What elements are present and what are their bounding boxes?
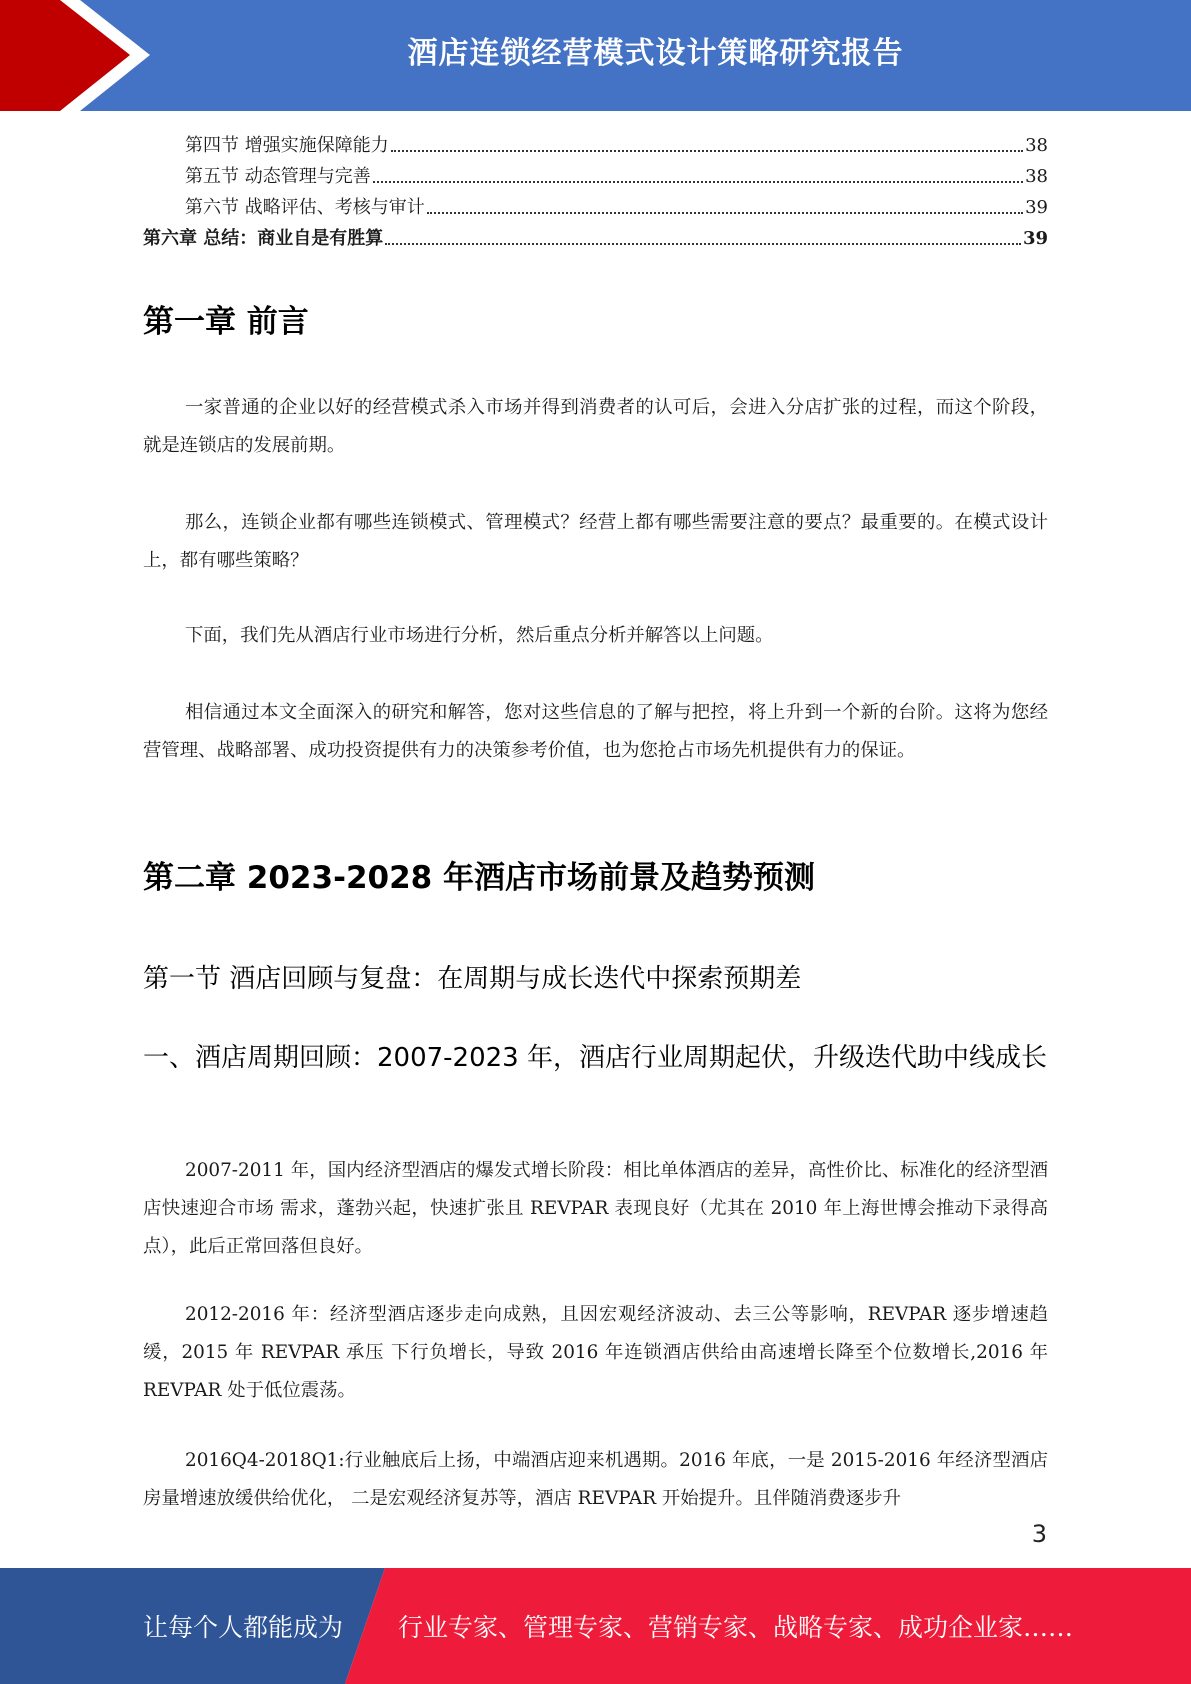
page-footer <box>0 1568 1191 1684</box>
toc-entry[interactable] <box>143 192 1048 223</box>
toc-entry-title: 第五节 动态管理与完善 <box>185 166 371 187</box>
page-number: 3 <box>1031 1520 1047 1548</box>
body-paragraph: 2016Q4-2018Q1:行业触底后上扬，中端酒店迎来机遇期。2016 年底，一是 2015-2016 年经济型酒店房量增速放缓供给优化， 二是宏观经济复苏等，酒店 REVPAR 开始提升。且伴随消费逐步升 <box>143 1450 1048 1509</box>
toc-entry-page: 38 <box>1025 166 1048 187</box>
toc-entry-title: 第六节 战略评估、考核与审计 <box>185 197 425 218</box>
body-paragraph: 那么，连锁企业都有哪些连锁模式、管理模式？经营上都有哪些需要注意的要点？最重要的。在模式设计上，都有哪些策略？ <box>143 512 1048 571</box>
chapter-heading: 第一章 前言 <box>143 304 309 340</box>
report-title: 酒店连锁经营模式设计策略研究报告 <box>407 36 904 71</box>
body-paragraph: 下面，我们先从酒店行业市场进行分析，然后重点分析并解答以上问题。 <box>185 625 774 646</box>
toc-entry[interactable] <box>143 130 1048 161</box>
toc-leader <box>385 243 1021 245</box>
toc-entry-page: 39 <box>1022 228 1048 249</box>
toc-leader <box>391 150 1023 152</box>
section-heading: 第一节 酒店回顾与复盘：在周期与成长迭代中探索预期差 <box>143 964 802 994</box>
toc-entry-title: 第四节 增强实施保障能力 <box>185 135 389 156</box>
body-paragraph: 相信通过本文全面深入的研究和解答，您对这些信息的了解与把控，将上升到一个新的台阶。这将为您经营管理、战略部署、成功投资提供有力的决策参考价值，也为您抢占市场先机提供有力的保证。 <box>143 702 1048 761</box>
table-of-contents <box>143 130 1048 254</box>
toc-entry[interactable] <box>143 223 1048 254</box>
footer-slogan-left: 让每个人都能成为 <box>143 1613 344 1642</box>
body-paragraph: 2007-2011 年，国内经济型酒店的爆发式增长阶段：相比单体酒店的差异，高性价比、标准化的经济型酒店快速迎合市场 需求，蓬勃兴起，快速扩张且 REVPAR 表现良好（尤其在 2010 年上海世博会推动下录得高点），此后正常回落但良好。 <box>143 1160 1048 1257</box>
chapter-heading: 第二章 2023-2028 年酒店市场前景及趋势预测 <box>143 860 816 896</box>
body-paragraph: 一家普通的企业以好的经营模式杀入市场并得到消费者的认可后，会进入分店扩张的过程，而这个阶段，就是连锁店的发展前期。 <box>143 397 1048 456</box>
toc-leader <box>373 181 1023 183</box>
toc-leader <box>427 212 1023 214</box>
toc-entry-title: 第六章 总结：商业自是有胜算 <box>143 228 384 249</box>
footer-slogan-right: 行业专家、管理专家、营销专家、战略专家、成功企业家…… <box>398 1613 1074 1642</box>
body-paragraph: 2012-2016 年：经济型酒店逐步走向成熟，且因宏观经济波动、去三公等影响，REVPAR 逐步增速趋缓，2015 年 REVPAR 承压 下行负增长，导致 2016 年连锁酒店供给由高速增长降至个位数增长,2016 年 REVPAR 处于低位震荡。 <box>143 1304 1048 1401</box>
header-chevron-icon <box>0 0 150 111</box>
subsection-heading: 一、酒店周期回顾：2007-2023 年，酒店行业周期起伏，升级迭代助中线成长 <box>143 1043 1047 1073</box>
page-header <box>0 0 1191 111</box>
toc-entry[interactable] <box>143 161 1048 192</box>
toc-entry-page: 38 <box>1025 135 1048 156</box>
toc-entry-page: 39 <box>1025 197 1048 218</box>
